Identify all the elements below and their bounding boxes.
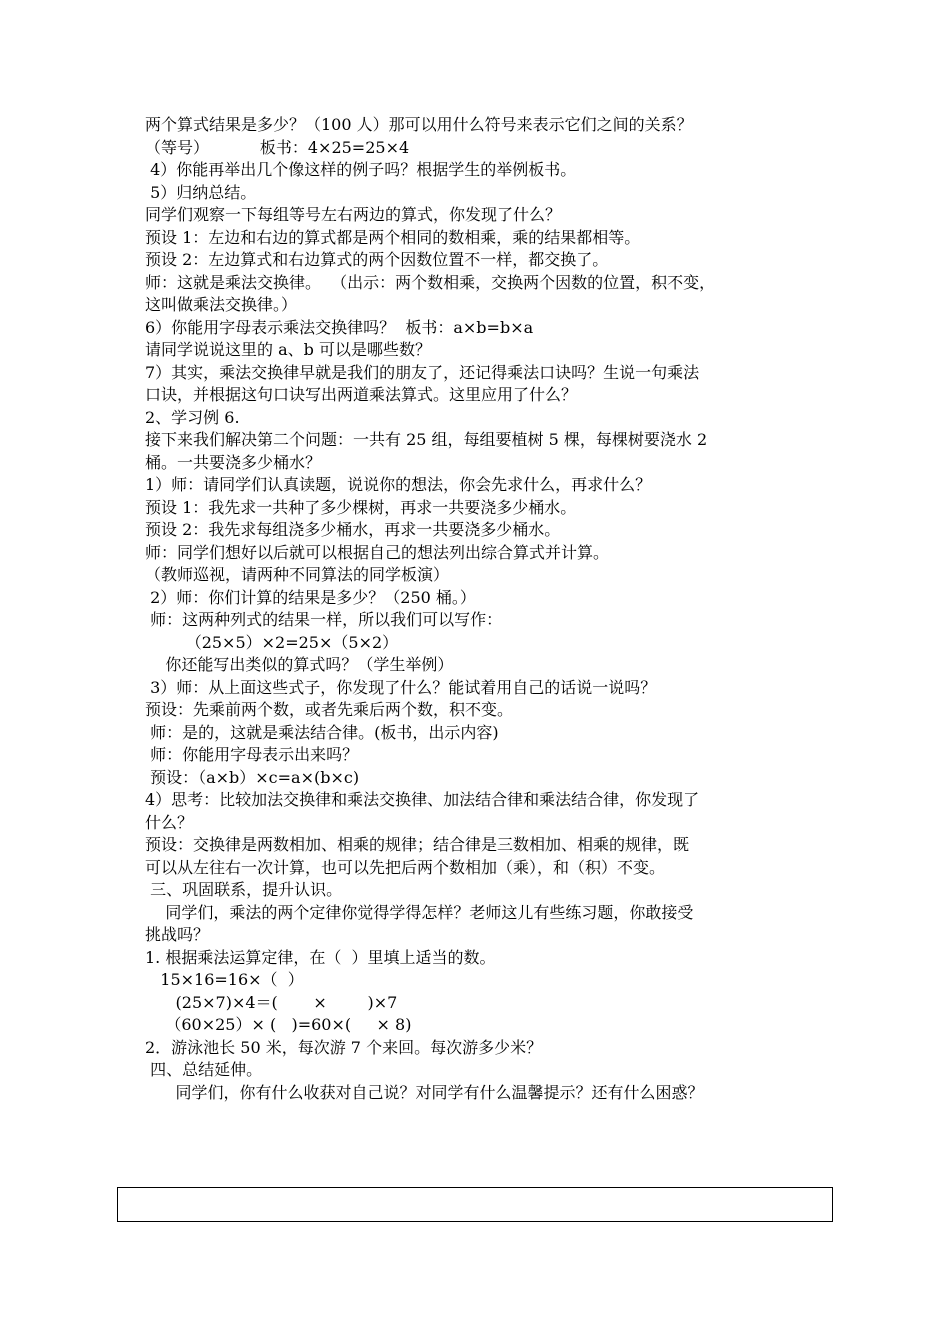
text-line: 师：是的，这就是乘法结合律。(板书，出示内容) (145, 722, 499, 742)
text-line: 挑战吗？ (145, 925, 210, 944)
text-line: （等号） 板书：4×25=25×4 (145, 137, 410, 157)
text-line: 师：这两种列式的结果一样，所以我们可以写作： (145, 610, 503, 629)
text-line: 预设 1：左边和右边的算式都是两个相同的数相乘，乘的结果都相等。 (145, 227, 641, 247)
text-line: （25×5）×2=25×（5×2） (145, 632, 399, 652)
text-line: 预设：（a×b）×c=a×(b×c) (145, 767, 360, 787)
text-line: 两个算式结果是多少？（100 人）那可以用什么符号来表示它们之间的关系？ (145, 115, 693, 134)
text-line: （教师巡视，请两种不同算法的同学板演） (145, 565, 450, 584)
text-line: 5）归纳总结。 (145, 182, 257, 202)
text-line: 三、巩固联系，提升认识。 (145, 880, 343, 899)
text-line: 预设 1：我先求一共种了多少棵树，再求一共要浇多少桶水。 (145, 497, 577, 517)
text-line: 15×16=16×（ ） (145, 970, 304, 989)
text-line: (25×7)×4＝( × )×7 (145, 992, 398, 1012)
text-line: 同学们观察一下每组等号左右两边的算式，你发现了什么？ (145, 205, 562, 224)
text-line: 4）你能再举出几个像这样的例子吗？根据学生的举例板书。 (145, 160, 577, 179)
text-line: （60×25）× ( )=60×( × 8) (145, 1015, 412, 1034)
text-line: 预设：交换律是两数相加、相乘的规律；结合律是三数相加、相乘的规律，既 (145, 835, 690, 854)
text-line: 请同学说说这里的 a、b 可以是哪些数？ (145, 340, 431, 359)
text-line: 四、总结延伸。 (145, 1060, 263, 1079)
text-line: 1）师：请同学们认真读题，说说你的想法，你会先求什么，再求什么？ (145, 475, 652, 494)
text-line: 7）其实，乘法交换律早就是我们的朋友了，还记得乘法口诀吗？生说一句乘法 (145, 362, 700, 382)
text-line: 师：同学们想好以后就可以根据自己的想法列出综合算式并计算。 (145, 542, 610, 562)
text-line: 桶。一共要浇多少桶水？ (145, 452, 322, 472)
text-line: 同学们，乘法的两个定律你觉得学得怎样？老师这儿有些练习题，你敢接受 (145, 902, 694, 922)
text-line: 1. 根据乘法运算定律，在（ ）里填上适当的数。 (145, 947, 496, 967)
text-line: 什么？ (145, 812, 194, 832)
text-line: 2、学习例 6. (145, 407, 240, 427)
text-line: 3）师：从上面这些式子，你发现了什么？能试着用自己的话说一说吗？ (145, 677, 657, 697)
text-line: 预设：先乘前两个数，或者先乘后两个数，积不变。 (145, 700, 514, 719)
text-line: 6）你能用字母表示乘法交换律吗？ 板书：a×b=b×a (145, 317, 534, 337)
text-line: 你还能写出类似的算式吗？（学生举例） (145, 655, 454, 674)
text-line: 预设 2：左边算式和右边算式的两个因数位置不一样，都交换了。 (145, 250, 609, 269)
text-line: 接下来我们解决第二个问题：一共有 25 组，每组要植树 5 棵，每棵树要浇水 2 (145, 430, 708, 449)
text-line: 4）思考：比较加法交换律和乘法交换律、加法结合律和乘法结合律，你发现了 (145, 790, 700, 809)
text-line: 同学们，你有什么收获对自己说？对同学有什么温馨提示？还有什么困惑？ (145, 1082, 704, 1102)
lesson-text (145, 114, 825, 1104)
text-line: 2）师：你们计算的结果是多少？（250 桶。） (145, 587, 476, 607)
text-line: 口诀，并根据这句口诀写出两道乘法算式。这里应用了什么？ (145, 385, 578, 404)
text-line: 预设 2：我先求每组浇多少桶水，再求一共要浇多少桶水。 (145, 520, 561, 539)
text-line: 2．游泳池长 50 米，每次游 7 个来回。每次游多少米？ (145, 1037, 543, 1057)
text-line: 可以从左往右一次计算，也可以先把后两个数相加（乘），和（积）不变。 (145, 857, 666, 877)
text-line: 师：你能用字母表示出来吗？ (145, 745, 359, 764)
text-line: 这叫做乘法交换律。） (145, 295, 298, 314)
footer-box (117, 1187, 833, 1222)
text-line: 师：这就是乘法交换律。 （出示：两个数相乘，交换两个因数的位置，积不变， (145, 272, 716, 292)
